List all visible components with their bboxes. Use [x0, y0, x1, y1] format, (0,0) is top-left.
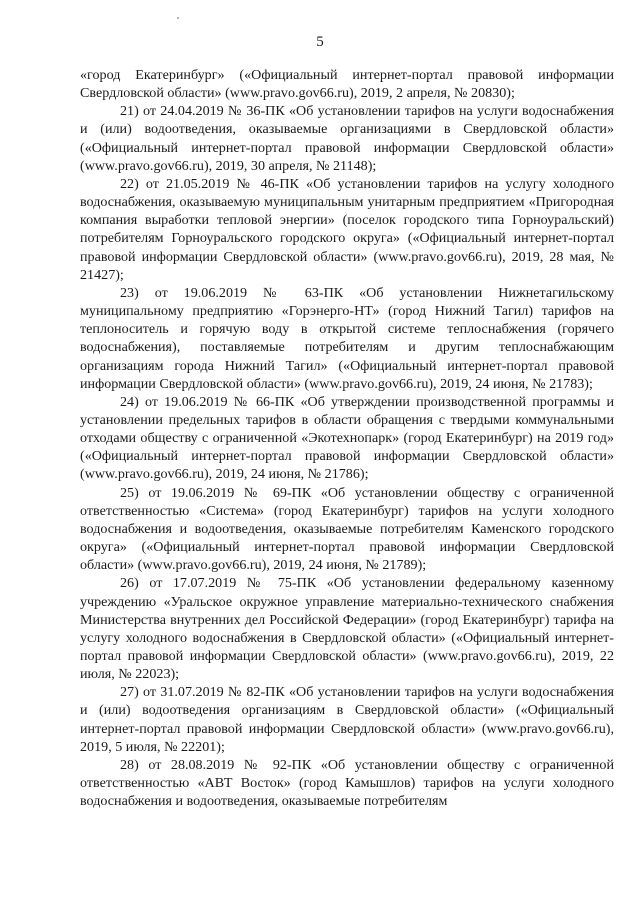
- list-item-24: 24) от 19.06.2019 № 66-ПК «Об утверждении производственной программы и установлении предельных тарифов в области обращения с твердыми коммунальными отходами обществу с ограниченной «Экотехнопарк» (город Екатеринбург) на 2019 год» («Официальный интернет-портал правовой информации Свердловской области» (www.pravo.gov66.ru), 2019, 24 июня, № 21786);: [80, 393, 614, 483]
- list-item-21: 21) от 24.04.2019 № 36-ПК «Об установлении тарифов на услуги водоснабжения и (или) водоотведения, оказываемые организациями в Свердловской области» («Официальный интернет-портал правовой информации Свердловской области» (www.pravo.gov66.ru), 2019, 30 апреля, № 21148);: [80, 103, 614, 174]
- paragraph-continuation: «город Екатеринбург» («Официальный интернет-портал правовой информации Свердловской области» (www.pravo.gov66.ru), 2019, 2 апреля, № 20830);: [80, 67, 614, 102]
- document-body: [80, 66, 614, 810]
- list-item-26: 26) от 17.07.2019 № 75-ПК «Об установлении федеральному казенному учреждению «Уральское окружное управление материально-технического снабжения Министерства внутренних дел Российской Федерации» (город Екатеринбург) тарифа на услугу холодного водоснабжения в Свердловской области» («Официальный интернет-портал правовой информации Свердловской области» (www.pravo.gov66.ru), 2019, 22 июля, № 22023);: [80, 575, 614, 683]
- list-item-27: 27) от 31.07.2019 № 82-ПК «Об установлении тарифов на услуги водоснабжения и (или) водоотведения организациям в Свердловской области» («Официальный интернет-портал правовой информации Свердловской области» (www.pravo.gov66.ru), 2019, 5 июля, № 22201);: [80, 684, 614, 755]
- page-number: 5: [316, 34, 324, 50]
- list-item-28: 28) от 28.08.2019 № 92-ПК «Об установлении обществу с ограниченной ответственностью «АВТ Восток» (город Камышлов) тарифов на услуги холодного водоснабжения и водоотведения, оказываемые потребителям: [80, 756, 614, 810]
- scan-artifact: [177, 17, 179, 19]
- list-item-23: 23) от 19.06.2019 № 63-ПК «Об установлении Нижнетагильскому муниципальному предприятию «Горэнерго-НТ» (город Нижний Тагил) тарифов на теплоноситель и горячую воду в открытой системе теплоснабжения (горячего водоснабжения), поставляемые потребителям и другим теплоснабжающим организациям города Нижний Тагил» («Официальный интернет-портал правовой информации Свердловской области» (www.pravo.gov66.ru), 2019, 24 июня, № 21783);: [80, 284, 614, 392]
- list-item-25: 25) от 19.06.2019 № 69-ПК «Об установлении обществу с ограниченной ответственностью «Система» (город Екатеринбург) тарифов на услуги холодного водоснабжения и водоотведения, оказываемые потребителям Каменского городского округа» («Официальный интернет-портал правовой информации Свердловской области» (www.pravo.gov66.ru), 2019, 24 июня, № 21789);: [80, 484, 614, 574]
- list-item-22: 22) от 21.05.2019 № 46-ПК «Об установлении тарифов на услугу холодного водоснабжения, оказываемую муниципальным унитарным предприятием «Пригородная компания выработки тепловой энергии» (поселок городского типа Горноуральский) потребителям Горноуральского городского округа» («Официальный интернет-портал правовой информации Свердловской области» (www.pravo.gov66.ru), 2019, 28 мая, № 21427);: [80, 175, 614, 283]
